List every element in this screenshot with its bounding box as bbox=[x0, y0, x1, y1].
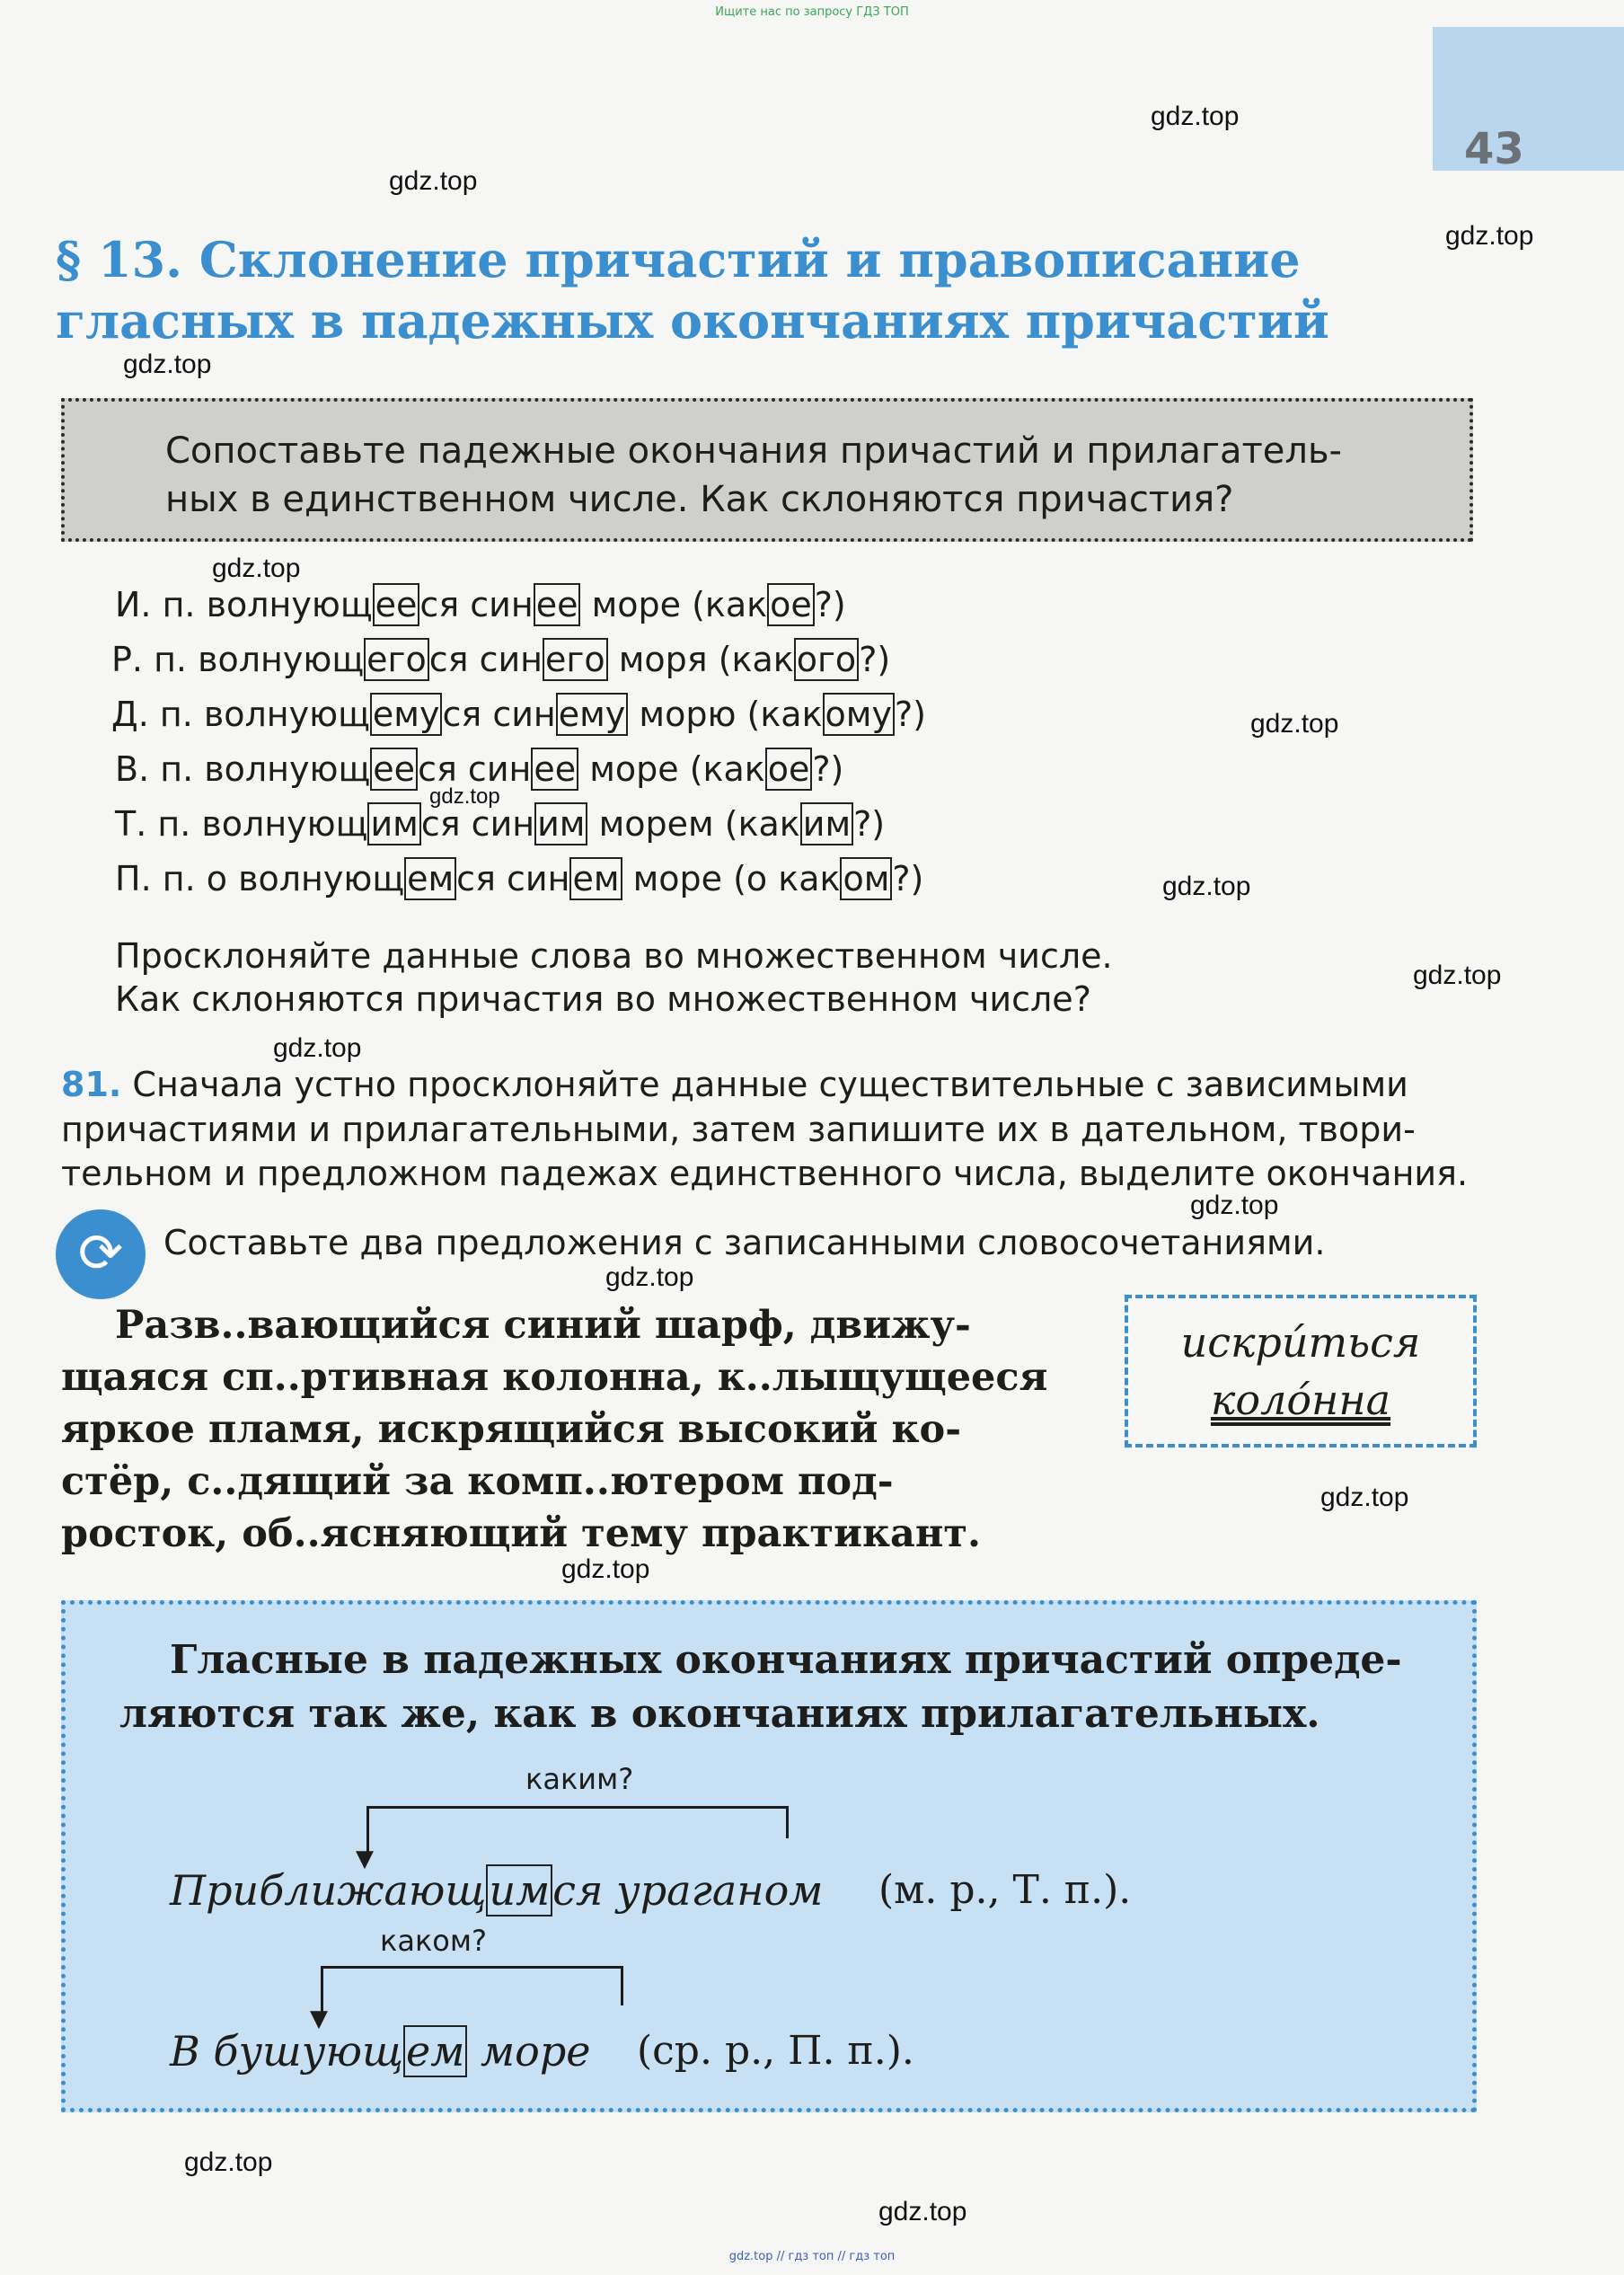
ending-box: ему bbox=[556, 693, 629, 736]
word-stem: моря (как bbox=[618, 640, 794, 679]
word-stem: волнующ bbox=[206, 585, 373, 624]
watermark: gdz.top bbox=[878, 2197, 967, 2226]
question-label: каком? bbox=[380, 1924, 487, 1958]
watermark: gdz.top bbox=[605, 1262, 694, 1292]
arrow-down-icon: ▼ bbox=[356, 1846, 374, 1872]
question-box bbox=[61, 398, 1473, 542]
suffix: ся bbox=[442, 695, 482, 734]
case-label: Д. п. bbox=[111, 695, 193, 734]
connector-line bbox=[366, 1806, 789, 1809]
ending-box: им bbox=[800, 802, 853, 845]
case-label: И. п. bbox=[115, 585, 196, 624]
word-stem: о волнующ bbox=[206, 859, 405, 898]
question-line: ных в единственном числе. Как склоняются причастия? bbox=[165, 479, 1234, 520]
suffix: ся bbox=[418, 749, 457, 789]
example-word: ся ураганом bbox=[552, 1866, 824, 1915]
watermark: gdz.top bbox=[389, 166, 478, 196]
example-stem: Приближающ bbox=[170, 1866, 487, 1915]
case-label: В. п. bbox=[115, 749, 194, 789]
case-label: П. п. bbox=[115, 859, 196, 898]
exercise-line bbox=[61, 1065, 1408, 1104]
exercise-sentence: Разв..вающийся синий шарф, движу- bbox=[115, 1303, 971, 1348]
word-stem: син bbox=[467, 749, 532, 789]
case-end: ?) bbox=[892, 859, 924, 898]
section-title bbox=[56, 229, 1493, 351]
watermark: gdz.top bbox=[429, 784, 500, 809]
watermark: gdz.top bbox=[1320, 1483, 1409, 1512]
watermark: gdz.top bbox=[123, 350, 212, 379]
case-row bbox=[115, 859, 923, 898]
word-stem: син bbox=[470, 585, 534, 624]
word-stem: море (о как bbox=[632, 859, 841, 898]
exercise-sentence: щаяся сп..ртивная колонна, к..лыщущееся bbox=[61, 1355, 1048, 1400]
example-word: море bbox=[481, 2027, 591, 2076]
example-stem: В бушующ bbox=[170, 2027, 403, 2076]
watermark: gdz.top bbox=[1250, 709, 1339, 739]
case-row bbox=[115, 749, 843, 789]
word-stem: волнующ bbox=[203, 695, 370, 734]
word-stem: волнующ bbox=[201, 804, 368, 844]
word-stem: син bbox=[492, 695, 556, 734]
ending-box: ее bbox=[370, 748, 418, 791]
suffix: ся bbox=[420, 804, 461, 844]
grammar-note: (м. р., Т. п.). bbox=[878, 1867, 1132, 1913]
ending-box: его bbox=[364, 638, 429, 681]
ending-box: ее bbox=[534, 583, 581, 626]
word-stem: син bbox=[507, 859, 570, 898]
ending-box: ее bbox=[373, 583, 420, 626]
title-line: § 13. Склонение причастий и правописание bbox=[56, 231, 1301, 288]
case-end: ?) bbox=[814, 585, 846, 624]
ending-box: его bbox=[543, 638, 608, 681]
watermark: gdz.top bbox=[184, 2147, 273, 2177]
watermark: gdz.top bbox=[1445, 221, 1534, 251]
question-line: Сопоставьте падежные окончания причастий и прилагатель- bbox=[165, 430, 1342, 472]
ending-box: ое bbox=[767, 583, 815, 626]
case-end: ?) bbox=[812, 749, 844, 789]
bottom-note: gdz.top // гдз топ // гдз топ bbox=[728, 2250, 896, 2263]
ending-box: ого bbox=[794, 638, 859, 681]
ending-box: им bbox=[486, 1864, 552, 1916]
plural-task-line: Как склоняются причастия во множественном числе? bbox=[115, 979, 1091, 1019]
dictionary-word bbox=[1128, 1376, 1473, 1424]
title-line: гласных в падежных окончаниях причастий bbox=[56, 292, 1329, 350]
case-row bbox=[111, 695, 926, 734]
rule-example bbox=[170, 2027, 591, 2076]
suffix: ся bbox=[428, 640, 469, 679]
watermark: gdz.top bbox=[212, 553, 301, 583]
ending-box: ему bbox=[370, 693, 443, 736]
exercise-number: 81. bbox=[61, 1065, 122, 1104]
watermark: gdz.top bbox=[1413, 960, 1502, 990]
ending-box: ем bbox=[404, 857, 456, 900]
exercise-extra-task: Составьте два предложения с записанными словосочетаниями. bbox=[163, 1223, 1326, 1262]
watermark: gdz.top bbox=[273, 1033, 362, 1063]
word-stem: морю (как bbox=[639, 695, 823, 734]
connector-line bbox=[786, 1806, 789, 1838]
ending-box: им bbox=[367, 802, 420, 845]
rule-box bbox=[61, 1600, 1477, 2112]
case-end: ?) bbox=[894, 695, 926, 734]
top-note: Ищите нас по запросу ГДЗ ТОП bbox=[715, 5, 909, 19]
exercise-sentence: стёр, с..дящий за комп..ютером под- bbox=[61, 1459, 894, 1504]
exercise-sentence: яркое пламя, искрящийся высокий ко- bbox=[61, 1407, 962, 1452]
rule-line: Гласные в падежных окончаниях причастий опреде- bbox=[170, 1637, 1402, 1683]
case-label: Р. п. bbox=[111, 640, 187, 679]
watermark: gdz.top bbox=[1162, 872, 1251, 901]
word-stem: син bbox=[471, 804, 535, 844]
watermark: gdz.top bbox=[561, 1554, 650, 1584]
connector-line bbox=[621, 1966, 623, 2005]
exercise-text: Сначала устно просклоняйте данные существительные с зависимыми bbox=[132, 1065, 1408, 1104]
question-label: каким? bbox=[525, 1762, 634, 1796]
word-stem: син bbox=[479, 640, 543, 679]
word-stem: морем (как bbox=[598, 804, 800, 844]
case-row bbox=[115, 585, 846, 624]
suffix: ся bbox=[419, 585, 460, 624]
case-label: Т. п. bbox=[115, 804, 191, 844]
case-end: ?) bbox=[859, 640, 891, 679]
ending-box: ому bbox=[823, 693, 895, 736]
ending-box: ое bbox=[765, 748, 813, 791]
refresh-glyph: ⟳ bbox=[77, 1222, 124, 1285]
watermark: gdz.top bbox=[1151, 102, 1240, 131]
grammar-note: (ср. р., П. п.). bbox=[637, 2028, 914, 2074]
connector-line bbox=[321, 1966, 623, 1969]
case-end: ?) bbox=[853, 804, 886, 844]
exercise-line: причастиями и прилагательными, затем запишите их в дательном, твори- bbox=[61, 1110, 1416, 1149]
ending-box: им bbox=[534, 802, 587, 845]
page-number: 43 bbox=[1464, 124, 1524, 174]
watermark: gdz.top bbox=[1190, 1191, 1279, 1220]
case-row bbox=[115, 804, 885, 844]
exercise-sentence: росток, об..ясняющий тему практикант. bbox=[61, 1511, 981, 1556]
word-stem: море (как bbox=[589, 749, 765, 789]
refresh-icon bbox=[56, 1209, 146, 1299]
suffix: ся bbox=[456, 859, 496, 898]
ending-box: ом bbox=[840, 857, 892, 900]
word-stem: волнующ bbox=[204, 749, 371, 789]
arrow-down-icon: ▼ bbox=[310, 2005, 328, 2032]
plural-task-line: Просклоняйте данные слова во множественном числе. bbox=[115, 936, 1113, 976]
ending-box: ем bbox=[403, 2025, 467, 2077]
ending-box: ем bbox=[569, 857, 622, 900]
word-stem: волнующ bbox=[198, 640, 365, 679]
case-row bbox=[111, 640, 890, 679]
exercise-line: тельном и предложном падежах единственного числа, выделите окончания. bbox=[61, 1154, 1469, 1193]
word-stem: море (как bbox=[591, 585, 768, 624]
rule-line: ляются так же, как в окончаниях прилагательных. bbox=[119, 1691, 1320, 1737]
dictionary-word-text: коло́нна bbox=[1210, 1376, 1391, 1424]
ending-box: ее bbox=[531, 748, 578, 791]
page-corner-tab bbox=[1433, 27, 1624, 171]
dictionary-box bbox=[1125, 1295, 1477, 1447]
dictionary-word: искри́ться bbox=[1180, 1318, 1421, 1367]
rule-example bbox=[170, 1866, 823, 1915]
